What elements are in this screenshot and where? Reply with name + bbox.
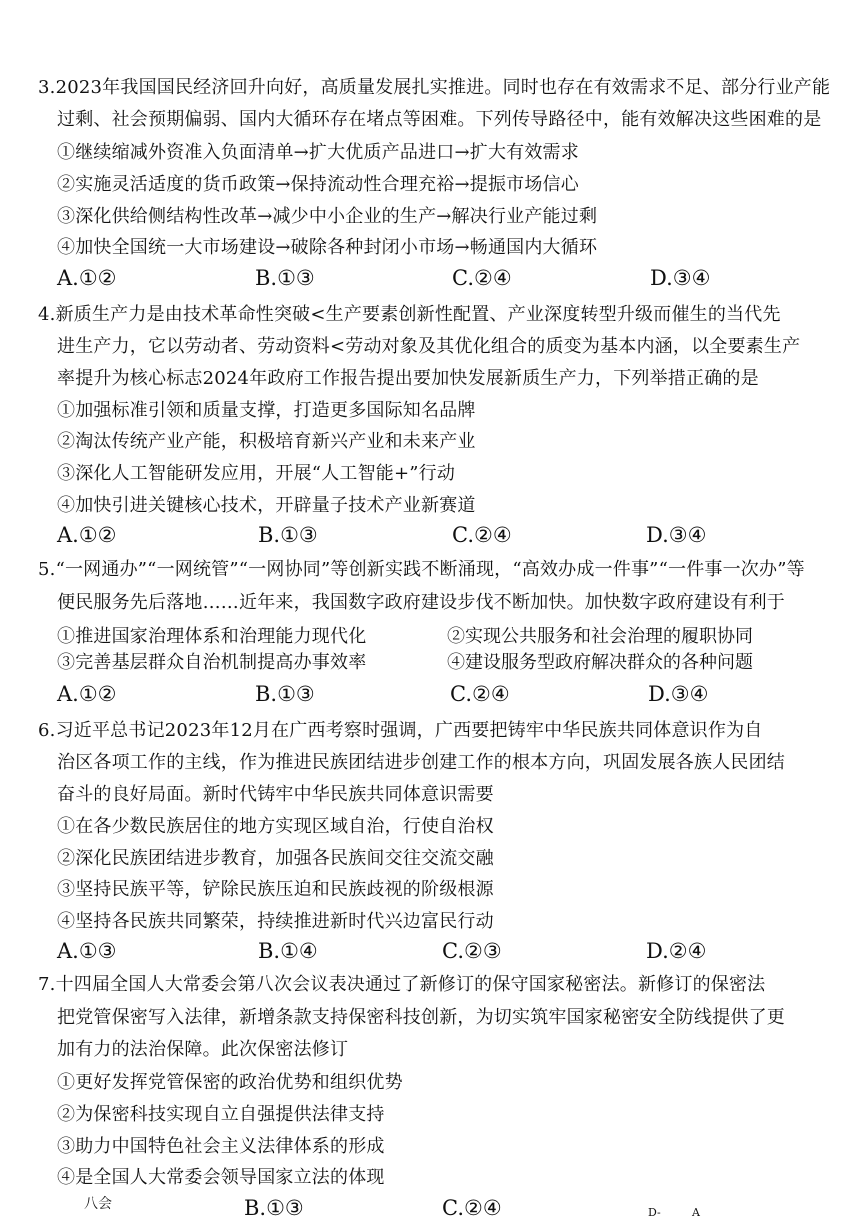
q4-statement-3: ③深化人工智能研发应用，开展“人工智能+”行动 (57, 463, 456, 484)
q3-statement-4: ④加快全国统一大市场建设→破除各种封闭小市场→畅通国内大循环 (57, 237, 598, 258)
q5-option-c: C.②④ (450, 682, 510, 706)
q7-option-b: B.①③ (244, 1196, 304, 1220)
q4-option-b: B.①③ (258, 523, 318, 547)
q7-option-fragment-a: A (692, 1206, 700, 1219)
q7-stem-line-3: 加有力的法治保障。此次保密法修订 (57, 1039, 349, 1060)
q5-stem-line-2: 便民服务先后落地……近年来，我国数字政府建设步伐不断加快。加快数字政府建设有利于 (57, 592, 785, 613)
q3-option-c: C.②④ (452, 266, 512, 290)
q5-statement-3: ③完善基层群众自治机制提高办事效率 (57, 652, 367, 673)
q3-stem-line-1: 3.2023年我国国民经济回升向好，高质量发展扎实推进。同时也存在有效需求不足、部分行业产能 (38, 77, 831, 98)
q6-option-a: A.①③ (57, 939, 117, 963)
q5-stem-line-1: 5.“一网通办”“一网统管”“一网协同”等创新实践不断涌现，“高效办成一件事”“一件事一次办”等 (38, 559, 805, 580)
q3-option-b: B.①③ (255, 266, 315, 290)
q5-statement-1: ①推进国家治理体系和治理能力现代化 (57, 626, 367, 647)
q7-option-d-fragment: D- (648, 1206, 661, 1219)
q6-option-c: C.②③ (442, 939, 502, 963)
q7-statement-2: ②为保密科技实现自立自强提供法律支持 (57, 1104, 385, 1125)
q6-option-d: D.②④ (646, 939, 707, 963)
q7-option-c: C.②④ (442, 1196, 502, 1220)
q6-statement-1: ①在各少数民族居住的地方实现区域自治，行使自治权 (57, 816, 494, 837)
q5-statement-2: ②实现公共服务和社会治理的履职协同 (447, 626, 753, 647)
q6-option-b: B.①④ (258, 939, 318, 963)
q4-statement-1: ①加强标准引领和质量支撑，打造更多国际知名品牌 (57, 400, 476, 421)
q6-stem-line-1: 6.习近平总书记2023年12月在广西考察时强调，广西要把铸牢中华民族共同体意识作为自 (38, 720, 763, 741)
q7-option-a-fragment: 八会 (84, 1196, 112, 1212)
q5-option-b: B.①③ (255, 682, 315, 706)
q7-statement-3: ③助力中国特色社会主义法律体系的形成 (57, 1136, 385, 1157)
q7-stem-line-1: 7.十四届全国人大常委会第八次会议表决通过了新修订的保守国家秘密法。新修订的保密法 (38, 974, 766, 995)
q5-option-d: D.③④ (648, 682, 709, 706)
q3-option-d: D.③④ (650, 266, 711, 290)
q4-stem-line-3: 率提升为核心标志2024年政府工作报告提出要加快发展新质生产力，下列举措正确的是 (57, 368, 759, 389)
q3-statement-3: ③深化供给侧结构性改革→减少中小企业的生产→解决行业产能过剩 (57, 206, 598, 227)
q7-statement-1: ①更好发挥党管保密的政治优势和组织优势 (57, 1072, 403, 1093)
q6-statement-3: ③坚持民族平等，铲除民族压迫和民族歧视的阶级根源 (57, 879, 494, 900)
q4-option-c: C.②④ (452, 523, 512, 547)
q5-statement-4: ④建设服务型政府解决群众的各种问题 (447, 652, 753, 673)
q6-statement-4: ④坚持各民族共同繁荣，持续推进新时代兴边富民行动 (57, 911, 494, 932)
q4-stem-line-1: 4.新质生产力是由技术革命性突破<生产要素创新性配置、产业深度转型升级而催生的当代先 (38, 304, 781, 325)
q3-statement-1: ①继续缩减外资准入负面清单→扩大优质产品进口→扩大有效需求 (57, 142, 579, 163)
q7-statement-4: ④是全国人大常委会领导国家立法的体现 (57, 1167, 385, 1188)
q4-stem-line-2: 进生产力，它以劳动者、劳动资料<劳动对象及其优化组合的质变为基本内涵，以全要素生产 (57, 336, 801, 357)
q3-statement-2: ②实施灵活适度的货币政策→保持流动性合理充裕→提振市场信心 (57, 174, 579, 195)
q4-statement-2: ②淘汰传统产业产能，积极培育新兴产业和未来产业 (57, 431, 476, 452)
q4-option-a: A.①② (57, 523, 117, 547)
q3-stem-line-2: 过剩、社会预期偏弱、国内大循环存在堵点等困难。下列传导路径中，能有效解决这些困难的是 (57, 109, 822, 130)
q7-stem-line-2: 把党管保密写入法律，新增条款支持保密科技创新，为切实筑牢国家秘密安全防线提供了更 (57, 1007, 785, 1028)
q6-stem-line-3: 奋斗的良好局面。新时代铸牢中华民族共同体意识需要 (57, 784, 494, 805)
q5-option-a: A.①② (57, 682, 117, 706)
q4-statement-4: ④加快引进关键核心技术，开辟量子技术产业新赛道 (57, 495, 476, 516)
q4-option-d: D.③④ (646, 523, 707, 547)
q6-statement-2: ②深化民族团结进步教育，加强各民族间交往交流交融 (57, 848, 494, 869)
q3-option-a: A.①② (57, 266, 117, 290)
q6-stem-line-2: 治区各项工作的主线，作为推进民族团结进步创建工作的根本方向，巩固发展各族人民团结 (57, 752, 785, 773)
